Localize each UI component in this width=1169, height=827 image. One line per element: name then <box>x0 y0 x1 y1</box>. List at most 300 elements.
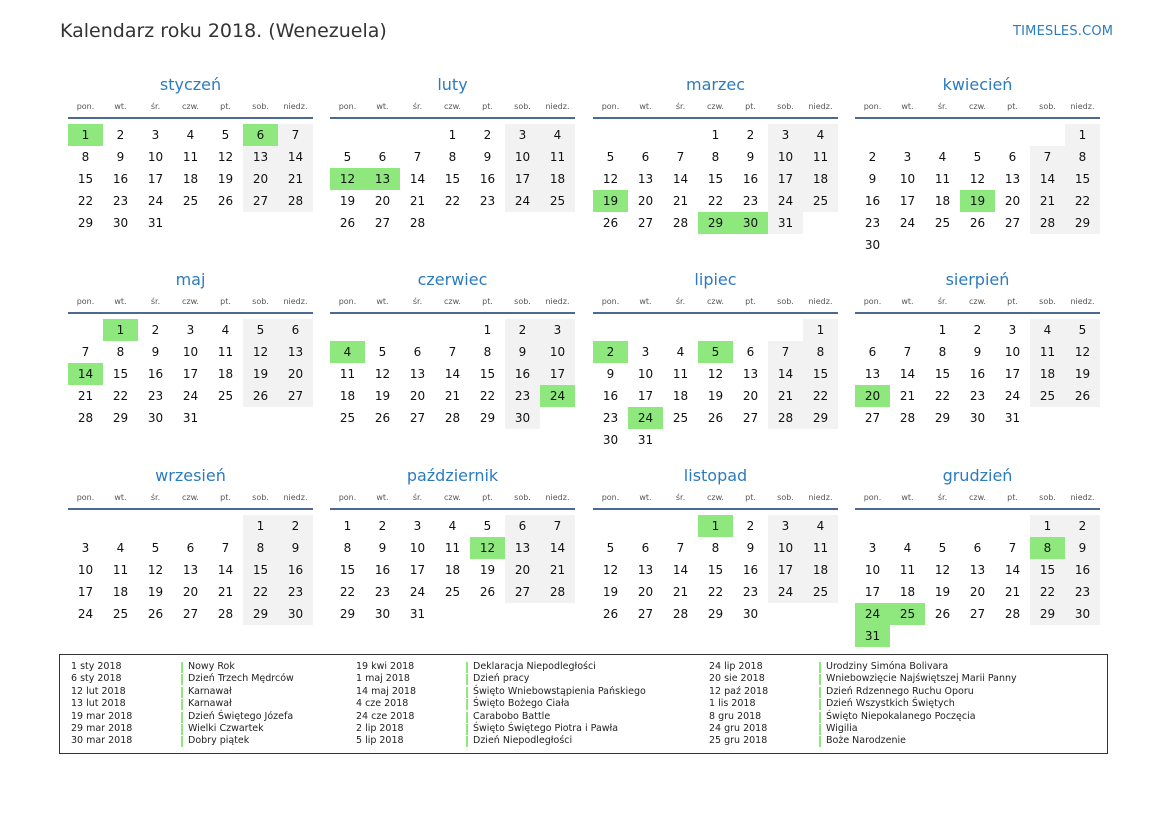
weekday-label: pt. <box>745 102 756 111</box>
day-cell: 4 <box>1030 319 1065 341</box>
day-cell: 29 <box>339 607 356 621</box>
weekday-label: pon. <box>76 297 95 306</box>
day-cell: 11 <box>444 541 461 555</box>
day-cell: 2 <box>505 319 540 341</box>
day-cell: 3 <box>151 128 160 142</box>
day-cell: 11 <box>803 146 838 168</box>
day-cell: 25 <box>217 389 234 403</box>
day-cell: 1 <box>938 323 947 337</box>
day-cell: 22 <box>1065 190 1100 212</box>
day-cell: 8 <box>1065 146 1100 168</box>
day-cell: 21 <box>217 585 234 599</box>
day-cell: 19 <box>243 363 278 385</box>
weekday-label: niedz. <box>808 297 833 306</box>
day-cell: 28 <box>77 411 94 425</box>
day-cell: 20 <box>505 559 540 581</box>
day-cell: 6 <box>868 345 877 359</box>
day-cell: 28 <box>278 190 313 212</box>
month-name: grudzień <box>942 466 1013 485</box>
month-name: czerwiec <box>417 270 488 289</box>
day-cell: 3 <box>186 323 195 337</box>
holiday-marker <box>466 736 468 747</box>
day-cell: 14 <box>217 563 234 577</box>
day-cell: 17 <box>899 194 916 208</box>
day-cell: 16 <box>602 389 619 403</box>
day-cell: 10 <box>899 172 916 186</box>
weekday-label: wt. <box>901 102 914 111</box>
day-cell: 11 <box>899 563 916 577</box>
day-cell: 12 <box>602 563 619 577</box>
holiday-marker <box>181 736 183 747</box>
day-cell: 16 <box>374 563 391 577</box>
month-divider <box>68 117 313 119</box>
day-cell: 22 <box>479 389 496 403</box>
weekday-label: sob. <box>777 297 794 306</box>
holiday-day-cell: 19 <box>960 190 995 212</box>
holiday-marker <box>466 712 468 723</box>
month-0 <box>68 75 313 265</box>
weekday-label: niedz. <box>545 493 570 502</box>
month-name: marzec <box>685 75 745 94</box>
holiday-name: Święto Świętego Piotra i Pawła <box>473 723 619 734</box>
day-cell: 26 <box>707 411 724 425</box>
day-cell: 2 <box>868 150 877 164</box>
day-cell: 30 <box>374 607 391 621</box>
day-cell: 13 <box>505 537 540 559</box>
day-cell: 14 <box>278 146 313 168</box>
day-cell: 1 <box>1065 124 1100 146</box>
month-name: lipiec <box>694 270 737 289</box>
holiday-date: 24 gru 2018 <box>709 723 768 734</box>
day-cell: 18 <box>217 367 234 381</box>
day-cell: 26 <box>374 411 391 425</box>
day-cell: 31 <box>768 212 803 234</box>
holiday-day-cell: 31 <box>855 625 890 647</box>
holiday-day-cell: 29 <box>698 212 733 234</box>
day-cell: 16 <box>479 172 496 186</box>
day-cell: 3 <box>768 515 803 537</box>
holiday-date: 8 gru 2018 <box>709 710 762 722</box>
day-cell: 28 <box>217 607 234 621</box>
month-name: kwiecień <box>942 75 1013 94</box>
weekday-label: sob. <box>777 493 794 502</box>
weekday-label: pt. <box>220 102 231 111</box>
day-cell: 25 <box>182 194 199 208</box>
day-cell: 25 <box>803 581 838 603</box>
day-cell: 24 <box>147 194 164 208</box>
day-cell: 29 <box>112 411 129 425</box>
day-cell: 12 <box>217 150 234 164</box>
day-cell: 14 <box>1030 168 1065 190</box>
day-cell: 17 <box>637 389 654 403</box>
day-cell: 29 <box>1030 603 1065 625</box>
day-cell: 16 <box>112 172 129 186</box>
month-3 <box>855 75 1100 265</box>
day-cell: 6 <box>1008 150 1017 164</box>
month-divider <box>855 312 1100 314</box>
day-cell: 1 <box>243 515 278 537</box>
day-cell: 15 <box>479 367 496 381</box>
day-cell: 18 <box>803 559 838 581</box>
day-cell: 23 <box>479 194 496 208</box>
day-cell: 7 <box>278 124 313 146</box>
holiday-date: 4 cze 2018 <box>356 698 409 710</box>
day-cell: 21 <box>899 389 916 403</box>
holiday-name: Święto Bożego Ciała <box>473 698 570 710</box>
day-cell: 4 <box>448 519 457 533</box>
day-cell: 20 <box>637 585 654 599</box>
day-cell: 13 <box>409 367 426 381</box>
day-cell: 4 <box>221 323 230 337</box>
day-cell: 14 <box>768 363 803 385</box>
day-cell: 20 <box>1004 194 1021 208</box>
holiday-marker <box>466 699 468 710</box>
day-cell: 12 <box>602 172 619 186</box>
day-cell: 25 <box>444 585 461 599</box>
holiday-day-cell: 6 <box>243 124 278 146</box>
day-cell: 15 <box>339 563 356 577</box>
holiday-name: Karnawał <box>188 698 232 710</box>
day-cell: 8 <box>711 150 720 164</box>
day-cell: 18 <box>1030 363 1065 385</box>
holiday-marker <box>819 699 821 710</box>
holiday-date: 19 mar 2018 <box>71 710 133 722</box>
weekday-label: niedz. <box>545 102 570 111</box>
day-cell: 15 <box>77 172 94 186</box>
day-cell: 18 <box>899 585 916 599</box>
day-cell: 7 <box>1008 541 1017 555</box>
month-8 <box>68 466 313 656</box>
day-cell: 17 <box>505 168 540 190</box>
day-cell: 22 <box>934 389 951 403</box>
weekday-label: sob. <box>1039 297 1056 306</box>
day-cell: 7 <box>1030 146 1065 168</box>
day-cell: 30 <box>864 238 881 252</box>
day-cell: 10 <box>768 537 803 559</box>
day-cell: 8 <box>803 341 838 363</box>
day-cell: 16 <box>278 559 313 581</box>
holiday-day-cell: 19 <box>593 190 628 212</box>
day-cell: 5 <box>483 519 492 533</box>
holiday-date: 6 sty 2018 <box>71 673 122 685</box>
holiday-day-cell: 24 <box>540 385 575 407</box>
day-cell: 24 <box>505 190 540 212</box>
day-cell: 26 <box>479 585 496 599</box>
weekday-label: niedz. <box>1070 297 1095 306</box>
day-cell: 20 <box>969 585 986 599</box>
weekday-label: niedz. <box>545 297 570 306</box>
weekday-label: pon. <box>601 297 620 306</box>
day-cell: 24 <box>1004 389 1021 403</box>
day-cell: 5 <box>378 345 387 359</box>
month-name: maj <box>175 270 206 289</box>
day-cell: 12 <box>243 341 278 363</box>
day-cell: 27 <box>505 581 540 603</box>
day-cell: 15 <box>444 172 461 186</box>
day-cell: 7 <box>221 541 230 555</box>
day-cell: 2 <box>278 515 313 537</box>
day-cell: 11 <box>339 367 356 381</box>
day-cell: 20 <box>278 363 313 385</box>
holiday-date: 12 paź 2018 <box>709 685 769 697</box>
day-cell: 8 <box>243 537 278 559</box>
weekday-label: śr. <box>675 102 686 111</box>
weekday-label: śr. <box>150 493 161 502</box>
day-cell: 9 <box>868 172 877 186</box>
weekday-label: czw. <box>969 102 986 111</box>
day-cell: 21 <box>409 194 426 208</box>
day-cell: 18 <box>540 168 575 190</box>
day-cell: 25 <box>112 607 129 621</box>
holiday-name: Dzień Wszystkich Świętych <box>826 698 955 710</box>
day-cell: 10 <box>1004 345 1021 359</box>
weekday-label: wt. <box>114 493 127 502</box>
day-cell: 3 <box>413 519 422 533</box>
weekday-label: wt. <box>901 297 914 306</box>
day-cell: 23 <box>147 389 164 403</box>
day-cell: 4 <box>540 124 575 146</box>
holiday-date: 30 mar 2018 <box>71 735 133 747</box>
day-cell: 24 <box>768 190 803 212</box>
day-cell: 9 <box>116 150 125 164</box>
holiday-day-cell: 30 <box>733 212 768 234</box>
month-divider <box>855 117 1100 119</box>
month-name: październik <box>406 466 499 485</box>
day-cell: 28 <box>672 216 689 230</box>
day-cell: 9 <box>483 150 492 164</box>
day-cell: 4 <box>186 128 195 142</box>
day-cell: 5 <box>221 128 230 142</box>
weekday-label: czw. <box>444 493 461 502</box>
day-cell: 1 <box>711 128 720 142</box>
day-cell: 11 <box>1030 341 1065 363</box>
day-cell: 22 <box>112 389 129 403</box>
day-cell: 20 <box>374 194 391 208</box>
weekday-label: śr. <box>412 297 423 306</box>
holiday-day-cell: 1 <box>68 124 103 146</box>
site-link[interactable]: TIMESLES.COM <box>1013 24 1114 39</box>
day-cell: 2 <box>973 323 982 337</box>
holiday-day-cell: 24 <box>855 603 890 625</box>
weekday-label: wt. <box>639 493 652 502</box>
day-cell: 19 <box>602 585 619 599</box>
day-cell: 11 <box>540 146 575 168</box>
day-cell: 11 <box>934 172 951 186</box>
day-cell: 8 <box>483 345 492 359</box>
day-cell: 19 <box>374 389 391 403</box>
day-cell: 23 <box>742 585 759 599</box>
weekday-label: czw. <box>969 493 986 502</box>
month-divider <box>593 508 838 510</box>
day-cell: 24 <box>768 581 803 603</box>
day-cell: 17 <box>864 585 881 599</box>
day-cell: 8 <box>448 150 457 164</box>
day-cell: 15 <box>803 363 838 385</box>
day-cell: 2 <box>378 519 387 533</box>
day-cell: 17 <box>1004 367 1021 381</box>
day-cell: 22 <box>707 194 724 208</box>
day-cell: 8 <box>343 541 352 555</box>
holiday-day-cell: 2 <box>593 341 628 363</box>
weekday-label: niedz. <box>283 297 308 306</box>
weekday-label: pt. <box>1007 102 1018 111</box>
day-cell: 21 <box>768 385 803 407</box>
holiday-date: 24 lip 2018 <box>709 661 763 672</box>
day-cell: 31 <box>147 216 164 230</box>
day-cell: 14 <box>899 367 916 381</box>
day-cell: 5 <box>1065 319 1100 341</box>
weekday-label: śr. <box>150 297 161 306</box>
month-10 <box>593 466 838 656</box>
weekday-label: sob. <box>514 297 531 306</box>
day-cell: 18 <box>112 585 129 599</box>
weekday-label: pt. <box>220 297 231 306</box>
day-cell: 25 <box>339 411 356 425</box>
day-cell: 13 <box>278 341 313 363</box>
holiday-date: 25 gru 2018 <box>709 735 768 747</box>
day-cell: 30 <box>742 607 759 621</box>
month-divider <box>68 508 313 510</box>
holiday-day-cell: 20 <box>855 385 890 407</box>
holiday-date: 2 lip 2018 <box>356 723 404 734</box>
day-cell: 13 <box>637 172 654 186</box>
weekday-label: śr. <box>937 493 948 502</box>
day-cell: 24 <box>409 585 426 599</box>
day-cell: 25 <box>803 190 838 212</box>
day-cell: 8 <box>938 345 947 359</box>
day-cell: 14 <box>444 367 461 381</box>
day-cell: 10 <box>864 563 881 577</box>
weekday-label: pon. <box>601 102 620 111</box>
holiday-day-cell: 4 <box>330 341 365 363</box>
day-cell: 10 <box>540 341 575 363</box>
day-cell: 19 <box>479 563 496 577</box>
day-cell: 16 <box>969 367 986 381</box>
day-cell: 31 <box>637 433 654 447</box>
day-cell: 23 <box>969 389 986 403</box>
day-cell: 29 <box>803 407 838 429</box>
day-cell: 30 <box>505 407 540 429</box>
holiday-name: Wielki Czwartek <box>188 723 264 734</box>
holiday-day-cell: 8 <box>1030 537 1065 559</box>
holiday-marker <box>819 724 821 735</box>
day-cell: 18 <box>934 194 951 208</box>
day-cell: 12 <box>707 367 724 381</box>
holiday-marker <box>181 699 183 710</box>
day-cell: 10 <box>637 367 654 381</box>
weekday-label: sob. <box>1039 102 1056 111</box>
holiday-marker <box>466 674 468 685</box>
day-cell: 14 <box>672 172 689 186</box>
day-cell: 1 <box>483 323 492 337</box>
day-cell: 9 <box>606 367 615 381</box>
holiday-legend <box>59 654 1108 754</box>
day-cell: 19 <box>147 585 164 599</box>
day-cell: 23 <box>1065 581 1100 603</box>
day-cell: 16 <box>864 194 881 208</box>
holiday-name: Nowy Rok <box>188 661 235 672</box>
month-name: wrzesień <box>155 466 226 485</box>
weekday-label: pon. <box>338 493 357 502</box>
day-cell: 2 <box>746 519 755 533</box>
day-cell: 7 <box>448 345 457 359</box>
day-cell: 27 <box>637 216 654 230</box>
day-cell: 3 <box>81 541 90 555</box>
day-cell: 17 <box>77 585 94 599</box>
day-cell: 6 <box>973 541 982 555</box>
day-cell: 6 <box>641 150 650 164</box>
day-cell: 15 <box>243 559 278 581</box>
holiday-name: Dzień Rdzennego Ruchu Oporu <box>826 685 974 697</box>
day-cell: 23 <box>112 194 129 208</box>
day-cell: 9 <box>151 345 160 359</box>
day-cell: 9 <box>1065 537 1100 559</box>
day-cell: 3 <box>768 124 803 146</box>
page-title: Kalendarz roku 2018. (Wenezuela) <box>60 20 387 42</box>
day-cell: 8 <box>711 541 720 555</box>
holiday-marker <box>819 674 821 685</box>
day-cell: 7 <box>768 341 803 363</box>
day-cell: 23 <box>374 585 391 599</box>
day-cell: 27 <box>742 411 759 425</box>
day-cell: 27 <box>278 385 313 407</box>
holiday-date: 5 lip 2018 <box>356 735 404 747</box>
weekday-label: wt. <box>376 493 389 502</box>
day-cell: 3 <box>1008 323 1017 337</box>
holiday-name: Dzień pracy <box>473 673 530 685</box>
day-cell: 16 <box>1065 559 1100 581</box>
day-cell: 6 <box>505 515 540 537</box>
month-name: listopad <box>683 466 748 485</box>
holiday-marker <box>819 712 821 723</box>
day-cell: 19 <box>339 194 356 208</box>
day-cell: 12 <box>147 563 164 577</box>
day-cell: 28 <box>1004 607 1021 621</box>
day-cell: 21 <box>672 585 689 599</box>
day-cell: 2 <box>1065 515 1100 537</box>
day-cell: 14 <box>409 172 426 186</box>
holiday-marker <box>466 724 468 735</box>
day-cell: 29 <box>479 411 496 425</box>
month-divider <box>330 117 575 119</box>
weekday-label: sob. <box>514 493 531 502</box>
day-cell: 27 <box>864 411 881 425</box>
day-cell: 27 <box>1004 216 1021 230</box>
day-cell: 5 <box>343 150 352 164</box>
day-cell: 19 <box>217 172 234 186</box>
day-cell: 19 <box>934 585 951 599</box>
day-cell: 13 <box>637 563 654 577</box>
day-cell: 9 <box>746 541 755 555</box>
day-cell: 27 <box>374 216 391 230</box>
day-cell: 2 <box>151 323 160 337</box>
day-cell: 5 <box>606 150 615 164</box>
holiday-name: Święto Wniebowstąpienia Pańskiego <box>473 685 646 697</box>
weekday-label: wt. <box>639 297 652 306</box>
weekday-label: sob. <box>252 493 269 502</box>
day-cell: 9 <box>746 150 755 164</box>
day-cell: 3 <box>868 541 877 555</box>
weekday-label: sob. <box>777 102 794 111</box>
holiday-date: 12 lut 2018 <box>71 685 126 697</box>
day-cell: 6 <box>641 541 650 555</box>
day-cell: 4 <box>803 124 838 146</box>
day-cell: 30 <box>147 411 164 425</box>
day-cell: 26 <box>934 607 951 621</box>
weekday-label: niedz. <box>1070 102 1095 111</box>
day-cell: 22 <box>444 194 461 208</box>
day-cell: 28 <box>409 216 426 230</box>
